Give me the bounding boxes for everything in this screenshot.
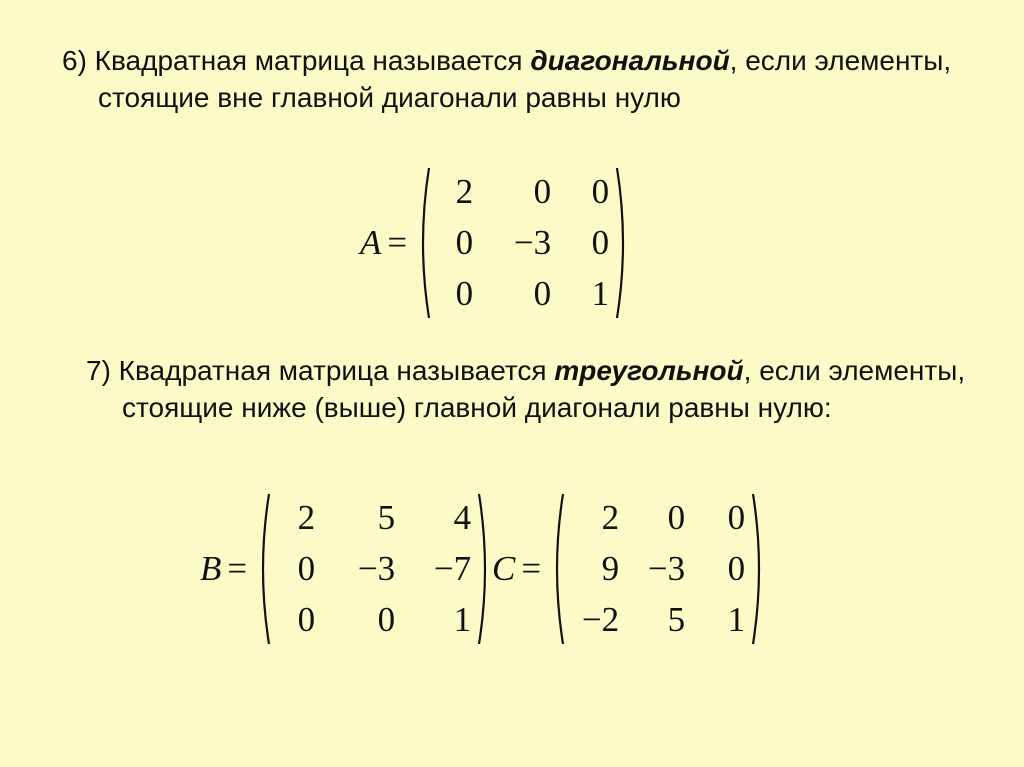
matrix-cell: 1 bbox=[727, 599, 746, 639]
matrix-b-grid bbox=[271, 492, 477, 646]
matrix-cell: 0 bbox=[377, 599, 396, 639]
matrix-cell: 9 bbox=[601, 548, 620, 588]
matrix-a-grid bbox=[431, 166, 615, 320]
matrix-cell: 2 bbox=[297, 497, 316, 537]
matrix-b-label: B bbox=[200, 549, 222, 588]
right-paren-icon bbox=[615, 166, 629, 320]
matrix-cell: 0 bbox=[591, 222, 610, 262]
matrix-cell: 5 bbox=[667, 599, 686, 639]
matrix-cell: 0 bbox=[297, 599, 316, 639]
matrix-b-equation bbox=[200, 492, 491, 646]
matrix-c-label: C bbox=[492, 549, 516, 588]
definition-triangular bbox=[86, 352, 1002, 426]
matrix-cell: 0 bbox=[591, 171, 610, 211]
definition-triangular-prefix: 7) Квадратная матрица называется bbox=[86, 355, 555, 386]
term-diagonal: диагональной bbox=[530, 45, 730, 76]
right-paren-icon bbox=[477, 492, 491, 646]
matrix-cell: −3 bbox=[513, 222, 552, 262]
matrix-cell: 1 bbox=[453, 599, 472, 639]
matrix-b bbox=[257, 492, 491, 646]
matrix-cell: 0 bbox=[727, 548, 746, 588]
matrix-cell: 0 bbox=[533, 273, 552, 313]
matrix-cell: 0 bbox=[727, 497, 746, 537]
matrix-cell: 0 bbox=[297, 548, 316, 588]
matrix-cell: 0 bbox=[667, 497, 686, 537]
matrix-c-equals: = bbox=[521, 549, 542, 588]
matrix-cell: −3 bbox=[647, 548, 686, 588]
matrix-a-label: A bbox=[360, 223, 382, 262]
matrix-cell: 5 bbox=[377, 497, 396, 537]
left-paren-icon bbox=[417, 166, 431, 320]
matrix-cell: 0 bbox=[455, 273, 474, 313]
matrix-b-equals: = bbox=[227, 549, 248, 588]
right-paren-icon bbox=[751, 492, 765, 646]
matrix-cell: 0 bbox=[455, 222, 474, 262]
matrix-a-equals: = bbox=[387, 223, 408, 262]
matrix-cell: −3 bbox=[357, 548, 396, 588]
matrix-c-equation bbox=[492, 492, 765, 646]
matrix-cell: 2 bbox=[601, 497, 620, 537]
matrix-cell: 4 bbox=[453, 497, 472, 537]
matrix-cell: 1 bbox=[591, 273, 610, 313]
term-triangular: треугольной bbox=[554, 355, 744, 386]
definition-diagonal-suffix: , если элементы, стоящие вне главной диагонали равны нулю bbox=[98, 45, 952, 113]
definition-diagonal bbox=[62, 42, 998, 116]
definition-diagonal-prefix: 6) Квадратная матрица называется bbox=[62, 45, 531, 76]
matrix-cell: −7 bbox=[433, 548, 472, 588]
matrix-a-equation bbox=[360, 166, 629, 320]
definition-triangular-suffix: , если элементы, стоящие ниже (выше) главной диагонали равны нулю: bbox=[122, 355, 966, 423]
left-paren-icon bbox=[257, 492, 271, 646]
matrix-c bbox=[551, 492, 765, 646]
matrix-c-grid bbox=[565, 492, 751, 646]
matrix-a bbox=[417, 166, 629, 320]
matrix-cell: 0 bbox=[533, 171, 552, 211]
left-paren-icon bbox=[551, 492, 565, 646]
matrix-cell: −2 bbox=[581, 599, 620, 639]
matrix-cell: 2 bbox=[455, 171, 474, 211]
